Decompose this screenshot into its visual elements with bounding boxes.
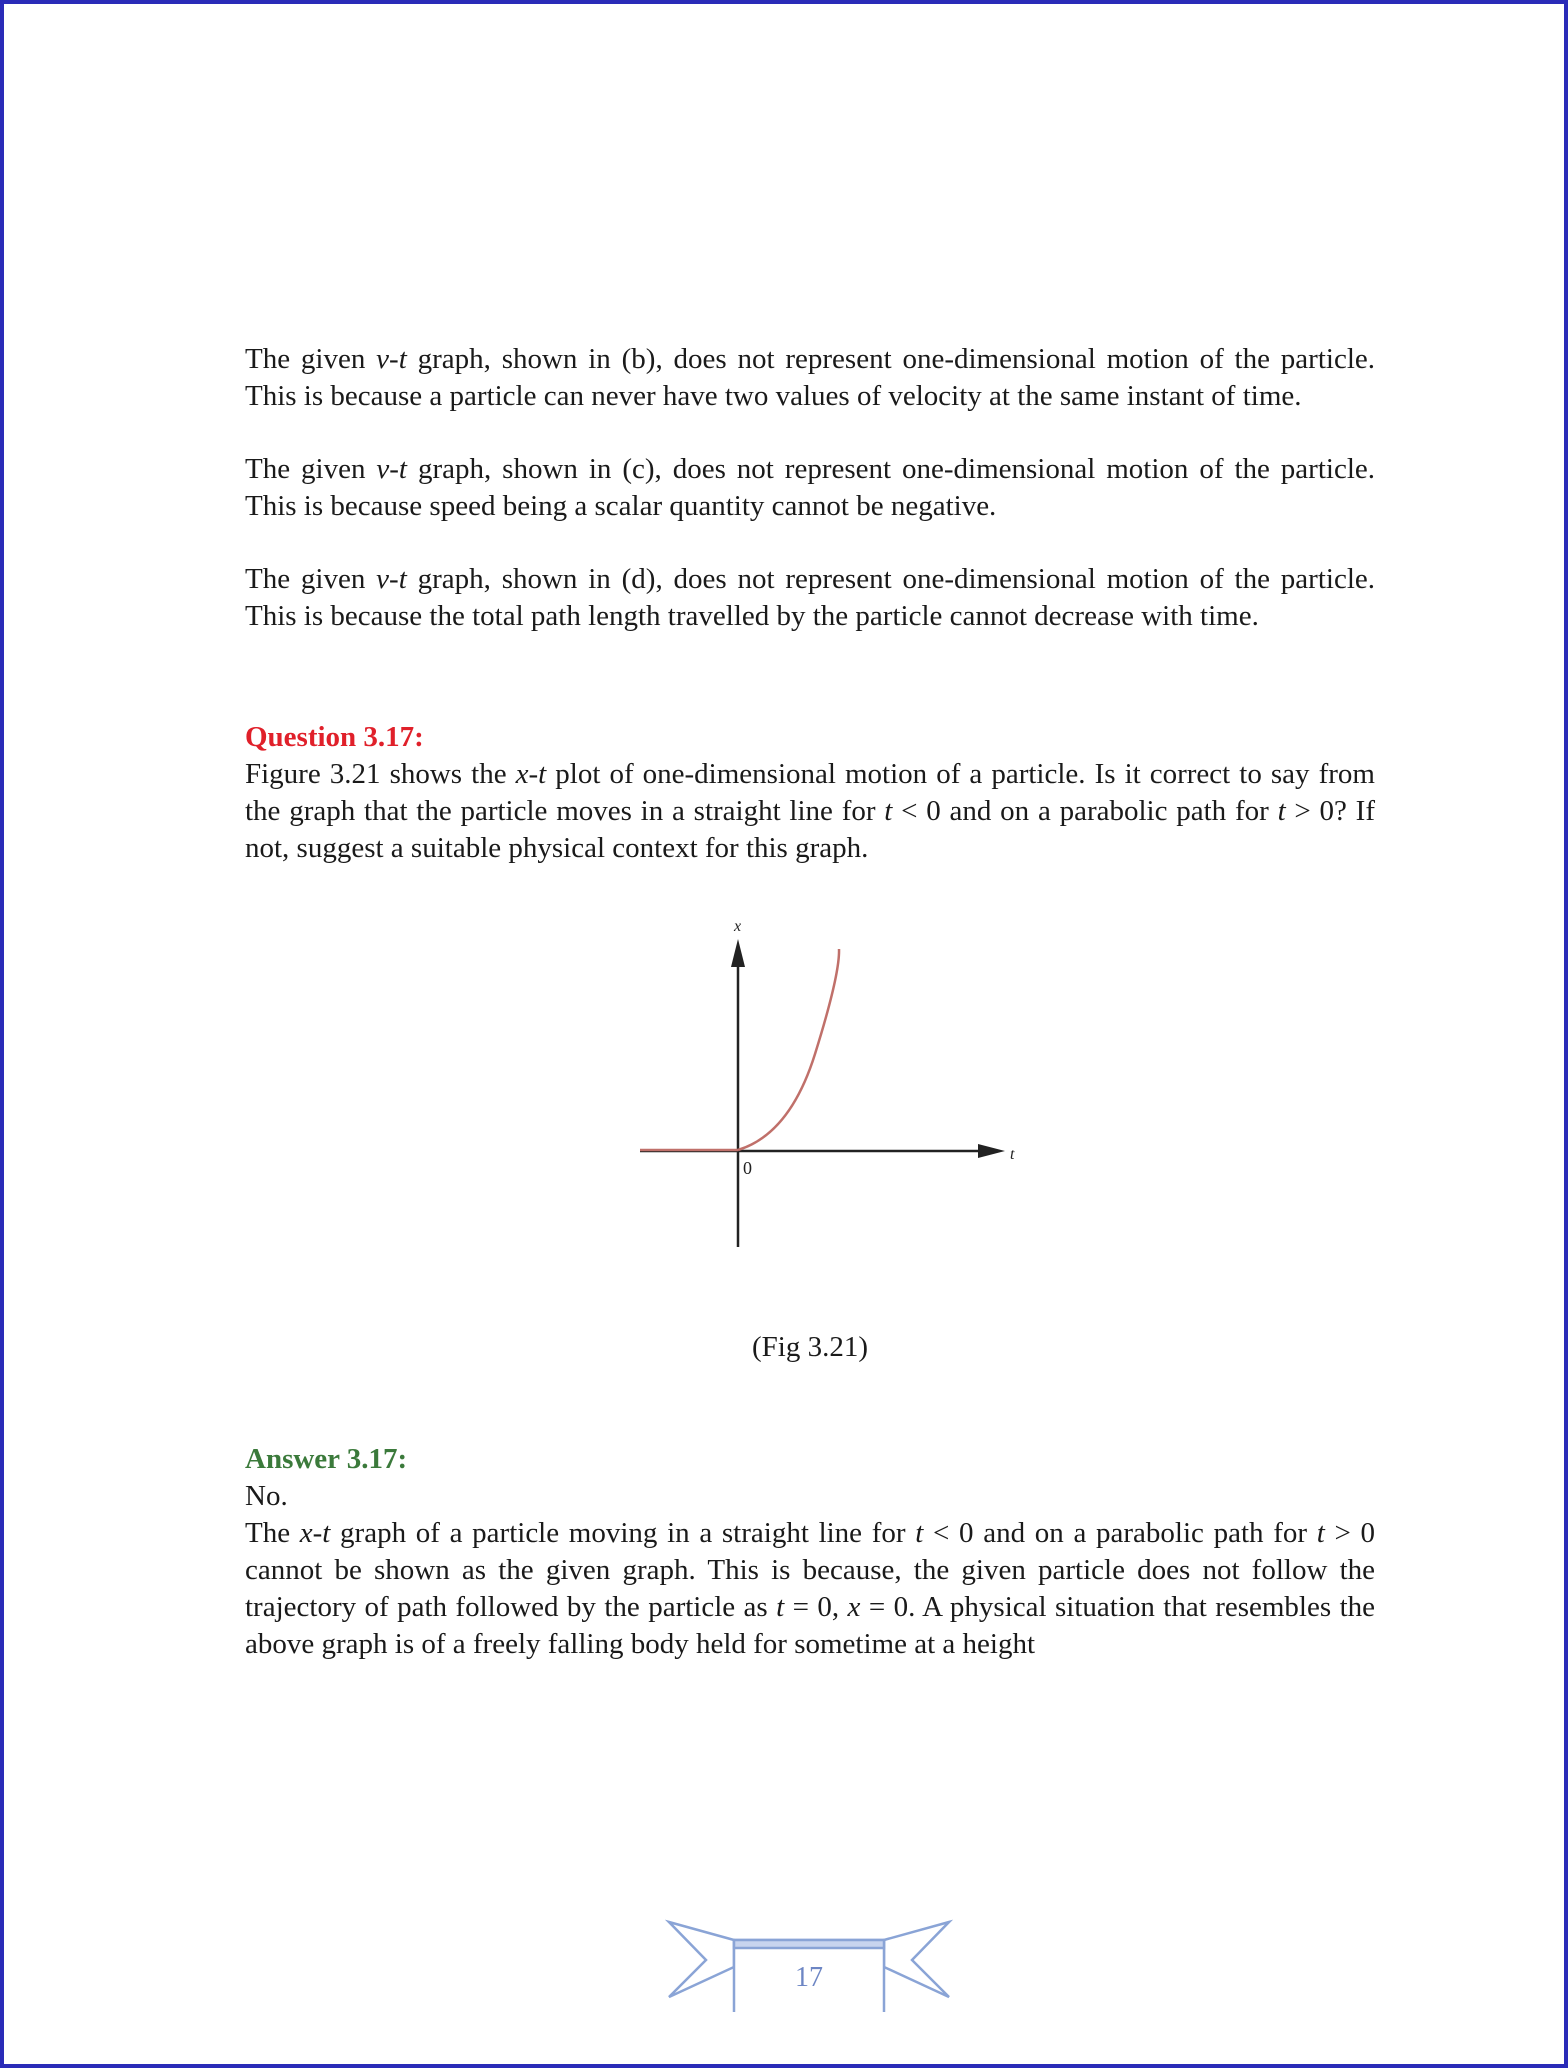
x-axis-label: t	[1010, 1146, 1015, 1163]
answer-text: The x-t graph of a particle moving in a straight line for t < 0 and on a parabolic path for t > 0 cannot be shown as the given graph. This is because, the given particle does not follow the trajectory of path followed by the particle as t = 0, x = 0. A physical situation that resembles the above graph is of a freely falling body held for sometime at a height	[245, 1517, 1375, 1660]
answer-short: No.	[245, 1480, 288, 1512]
y-axis-label: x	[734, 918, 742, 935]
xt-graph-svg	[245, 889, 1375, 1329]
content	[245, 341, 1375, 1663]
y-axis-arrow	[731, 939, 745, 967]
page-number-ribbon	[664, 1912, 954, 2012]
figure-xt-graph	[245, 889, 1375, 1329]
paragraph-b: The given v-t graph, shown in (b), does not represent one-dimensional motion of the particle. This is because a particle can never have two values of velocity at the same instant of time.	[245, 343, 1376, 412]
answer-heading: Answer 3.17:	[245, 1443, 408, 1475]
figure-caption: (Fig 3.21)	[752, 1331, 868, 1363]
paragraph-c: The given v-t graph, shown in (c), does not represent one-dimensional motion of the particle. This is because speed being a scalar quantity cannot be negative.	[245, 453, 1376, 522]
origin-label: 0	[743, 1158, 752, 1178]
question-heading: Question 3.17:	[245, 721, 424, 753]
question-text: Figure 3.21 shows the x-t plot of one-dimensional motion of a particle. Is it correct to say from the graph that the particle moves in a straight line for t < 0 and on a parabolic path for t > 0? If not, suggest a suitable physical context for this graph.	[245, 758, 1375, 864]
paragraph-d: The given v-t graph, shown in (d), does not represent one-dimensional motion of the particle. This is because the total path length travelled by the particle cannot decrease with time.	[245, 563, 1376, 632]
curve-positive-t	[738, 949, 839, 1150]
page-number: 17	[795, 1962, 823, 1993]
x-axis-arrow	[978, 1144, 1005, 1158]
